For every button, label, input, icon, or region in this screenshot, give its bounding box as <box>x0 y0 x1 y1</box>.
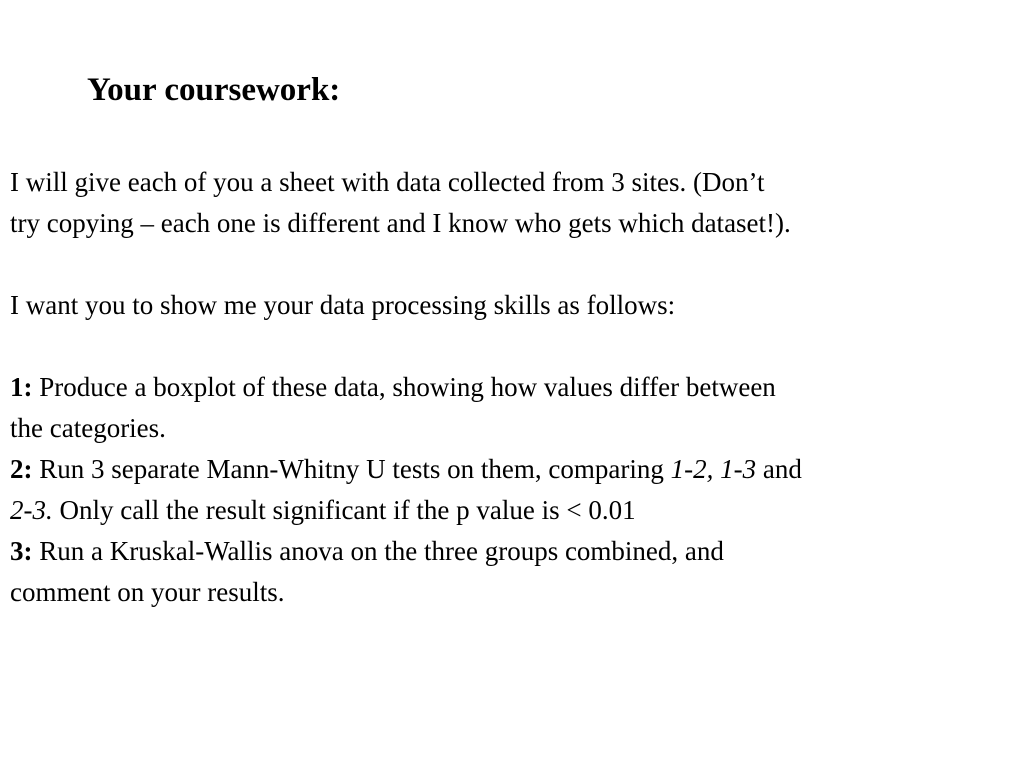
slide-title: Your coursework: <box>87 72 341 108</box>
task-3-text: Run a Kruskal-Wallis anova on the three groups combined, and <box>32 536 724 566</box>
task-2-line-2 <box>10 490 802 531</box>
task-1-line-1 <box>10 367 802 408</box>
task-2-number: 2: <box>10 454 33 484</box>
intro-line-1: I will give each of you a sheet with data collected from 3 sites. (Don’t <box>10 167 765 197</box>
task-2-line-1 <box>10 449 802 490</box>
task-1-line-2: the categories. <box>10 413 166 443</box>
instruction-paragraph <box>10 285 675 326</box>
task-1-number: 1: <box>10 372 33 402</box>
task-3-line-2: comment on your results. <box>10 577 285 607</box>
task-1-text: Produce a boxplot of these data, showing how values differ between <box>32 372 776 402</box>
intro-paragraph <box>10 162 791 244</box>
task-2-comparison-last: 2-3. <box>10 495 53 525</box>
intro-line-2: try copying – each one is different and I know who gets which dataset!). <box>10 208 791 238</box>
task-2-significance-text: Only call the result significant if the p value is < 0.01 <box>52 495 636 525</box>
instruction-line: I want you to show me your data processing skills as follows: <box>10 290 676 320</box>
task-3-number: 3: <box>10 536 33 566</box>
task-2-text: Run 3 separate Mann-Whitny U tests on them, comparing <box>32 454 671 484</box>
task-list <box>10 367 802 613</box>
task-3-line-1 <box>10 531 802 572</box>
task-2-comparisons: 1-2, 1-3 <box>670 454 757 484</box>
task-2-and: and <box>756 454 802 484</box>
